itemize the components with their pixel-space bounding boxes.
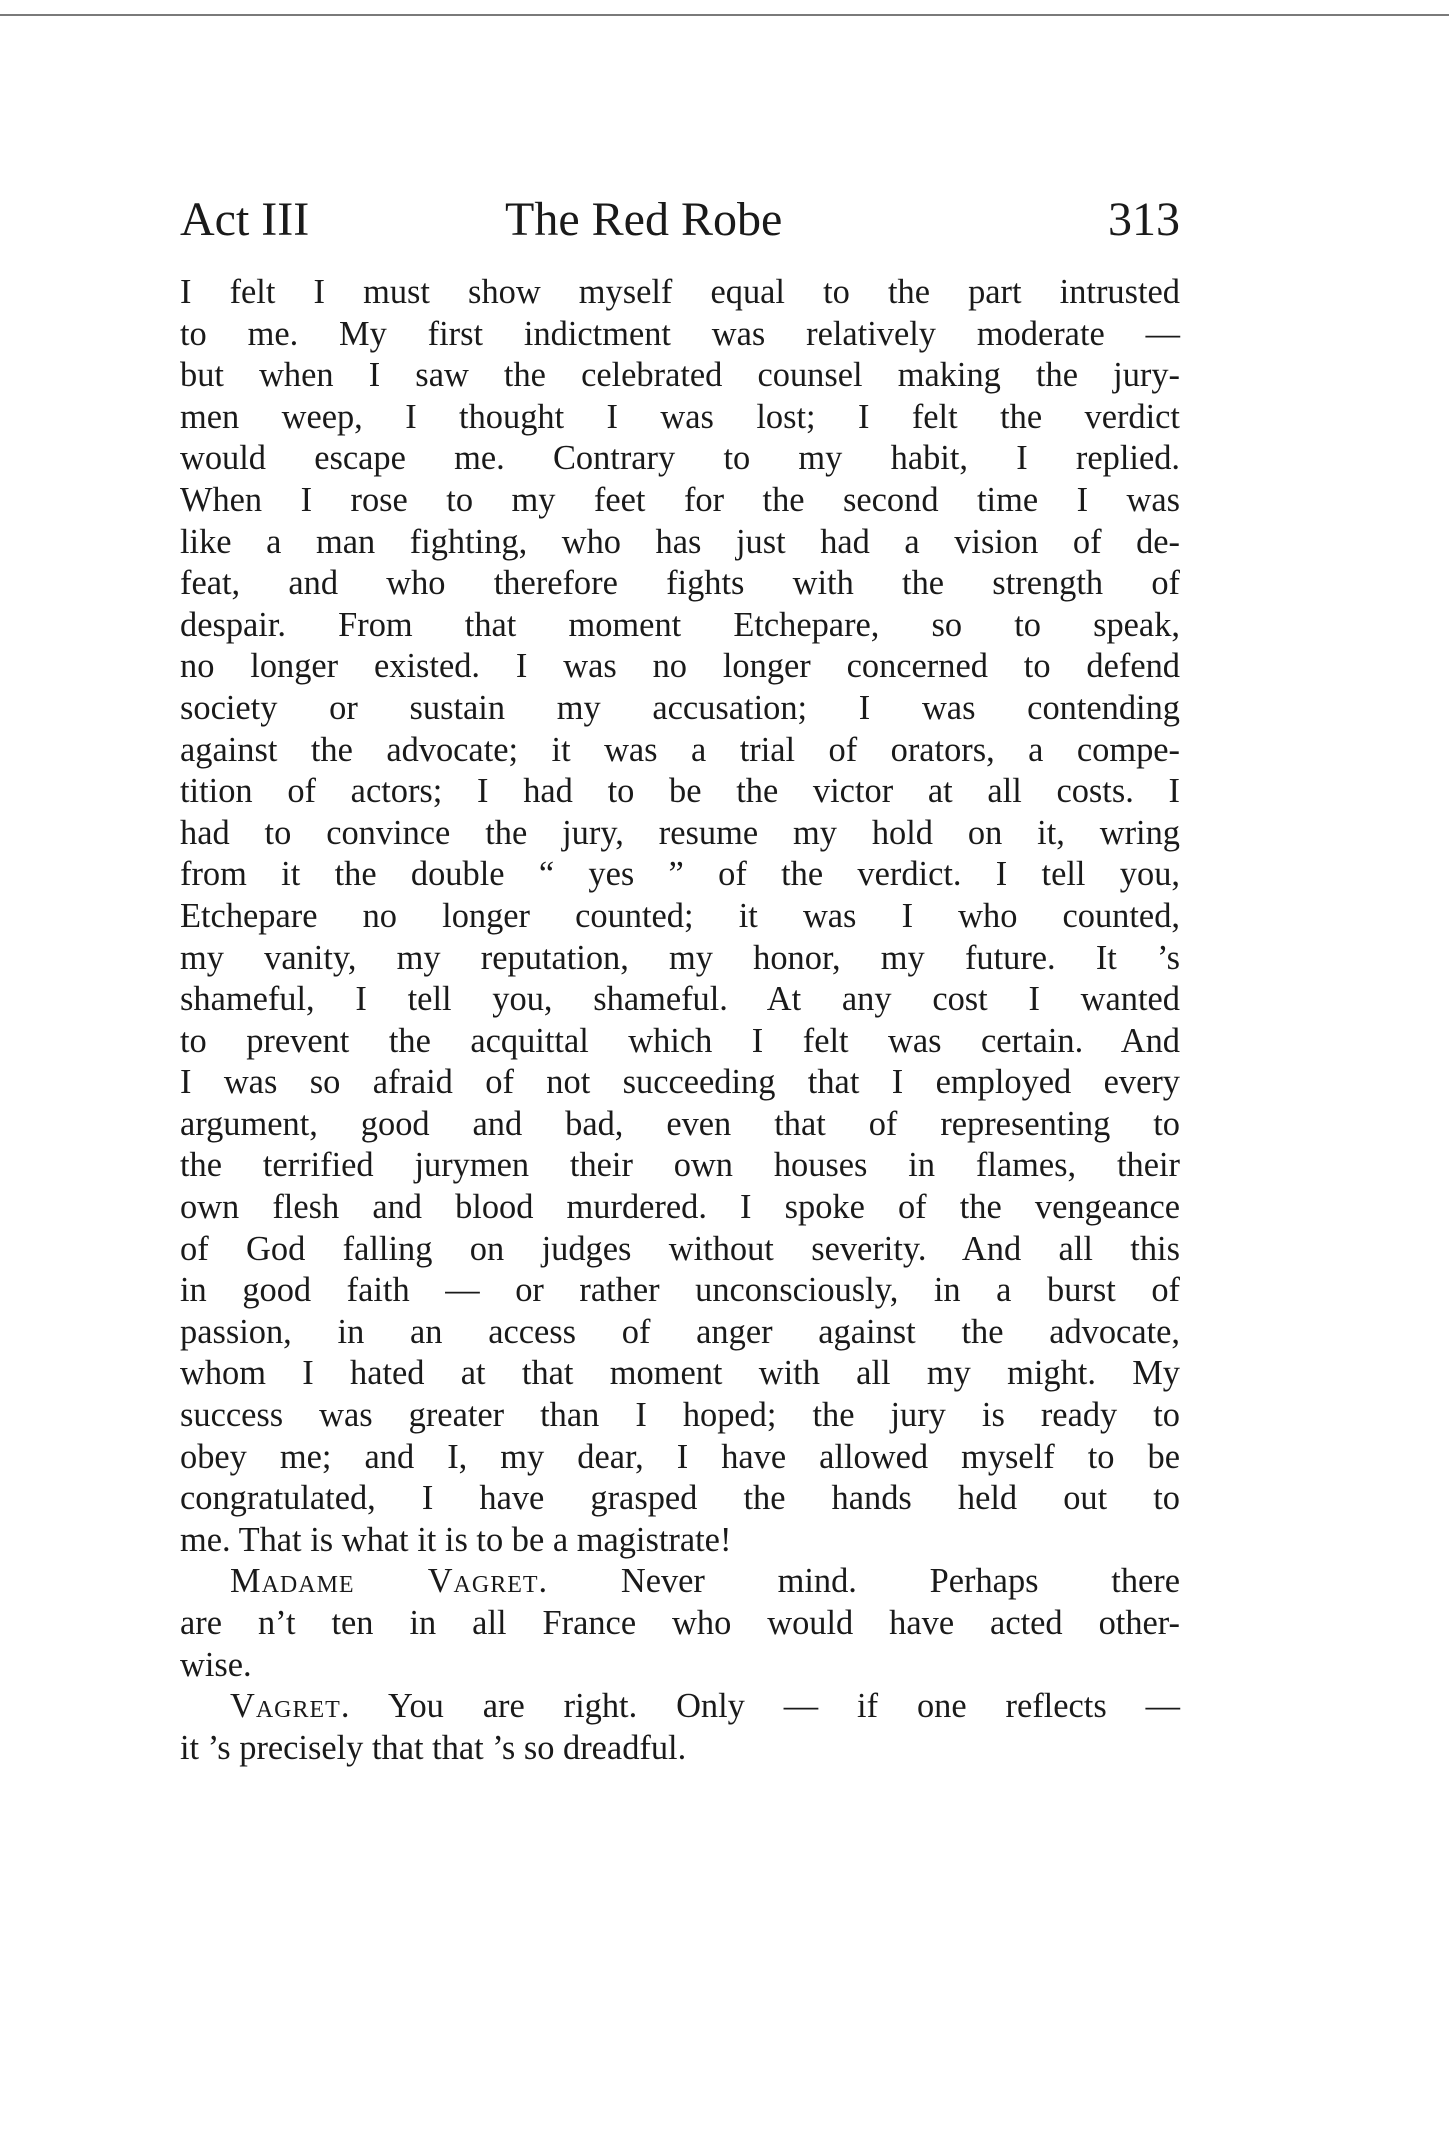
speech-continuation [180,1603,1180,1686]
text-line: feat, and who therefore fights with the strength of [180,564,1180,603]
text-line: but when I saw the celebrated counsel making the jury- [180,356,1180,395]
speech-vagret [180,1686,1180,1769]
page-number: 313 [1108,193,1180,246]
text-line: me. That is what it is to be a magistrate! [180,1520,732,1559]
text-line: against the advocate; it was a trial of orators, a compe- [180,730,1180,769]
text-line: congratulated, I have grasped the hands held out to [180,1479,1180,1518]
text-line: Etchepare no longer counted; it was I who counted, [180,896,1180,935]
text-line: of God falling on judges without severity. And all this [180,1229,1180,1268]
text-line: to prevent the acquittal which I felt was certain. And [180,1021,1180,1060]
text-line: obey me; and I, my dear, I have allowed myself to be [180,1437,1180,1476]
text-line: despair. From that moment Etchepare, so to speak, [180,605,1180,644]
speech-continuation [180,1728,1180,1770]
text-line: men weep, I thought I was lost; I felt the verdict [180,397,1180,436]
paragraph-continued [180,272,1180,1561]
text-line: shameful, I tell you, shameful. At any cost I wanted [180,980,1180,1019]
top-rule [0,14,1449,16]
text-line: to me. My first indictment was relatively moderate — [180,314,1180,353]
text-line: passion, in an access of anger against the advocate, [180,1312,1180,1351]
speech-first-line [180,1561,1180,1603]
text-line: argument, good and bad, even that of representing to [180,1104,1180,1143]
running-head [180,190,1180,260]
text-line: I was so afraid of not succeeding that I employed every [180,1063,1180,1102]
speech-text: Never mind. Perhaps there [548,1562,1180,1601]
speech-first-line [180,1686,1180,1728]
speech-text: You are right. Only — if one reflects — [350,1687,1180,1726]
text-line: society or sustain my accusation; I was contending [180,688,1180,727]
text-line: wise. [180,1645,252,1684]
text-line: the terrified jurymen their own houses in flames, their [180,1146,1180,1185]
speech-madame-vagret [180,1561,1180,1686]
running-head-act: Act III [180,193,310,246]
text-line: success was greater than I hoped; the jury is ready to [180,1396,1180,1435]
text-line: had to convince the jury, resume my hold on it, wring [180,813,1180,852]
text-line: whom I hated at that moment with all my might. My [180,1354,1180,1393]
text-line: in good faith — or rather unconsciously, in a burst of [180,1271,1180,1310]
speaker-name: Vagret. [230,1687,351,1726]
running-head-title: The Red Robe [505,193,783,246]
text-line: like a man fighting, who has just had a vision of de- [180,522,1180,561]
text-line: no longer existed. I was no longer concerned to defend [180,647,1180,686]
text-line: from it the double “ yes ” of the verdict. I tell you, [180,855,1180,894]
text-line: own flesh and blood murdered. I spoke of the vengeance [180,1188,1180,1227]
text-line: would escape me. Contrary to my habit, I replied. [180,439,1180,478]
text-line: When I rose to my feet for the second time I was [180,480,1180,519]
speaker-name: Madame Vagret. [230,1562,549,1601]
text-line: are n’t ten in all France who would have acted other- [180,1604,1180,1642]
book-page [180,190,1180,1769]
text-line: I felt I must show myself equal to the part intrusted [180,273,1180,311]
text-line: my vanity, my reputation, my honor, my future. It ’s [180,938,1180,977]
text-line: tition of actors; I had to be the victor at all costs. I [180,772,1180,811]
page-text [180,272,1180,1769]
text-line: it ’s precisely that that ’s so dreadful. [180,1728,687,1767]
